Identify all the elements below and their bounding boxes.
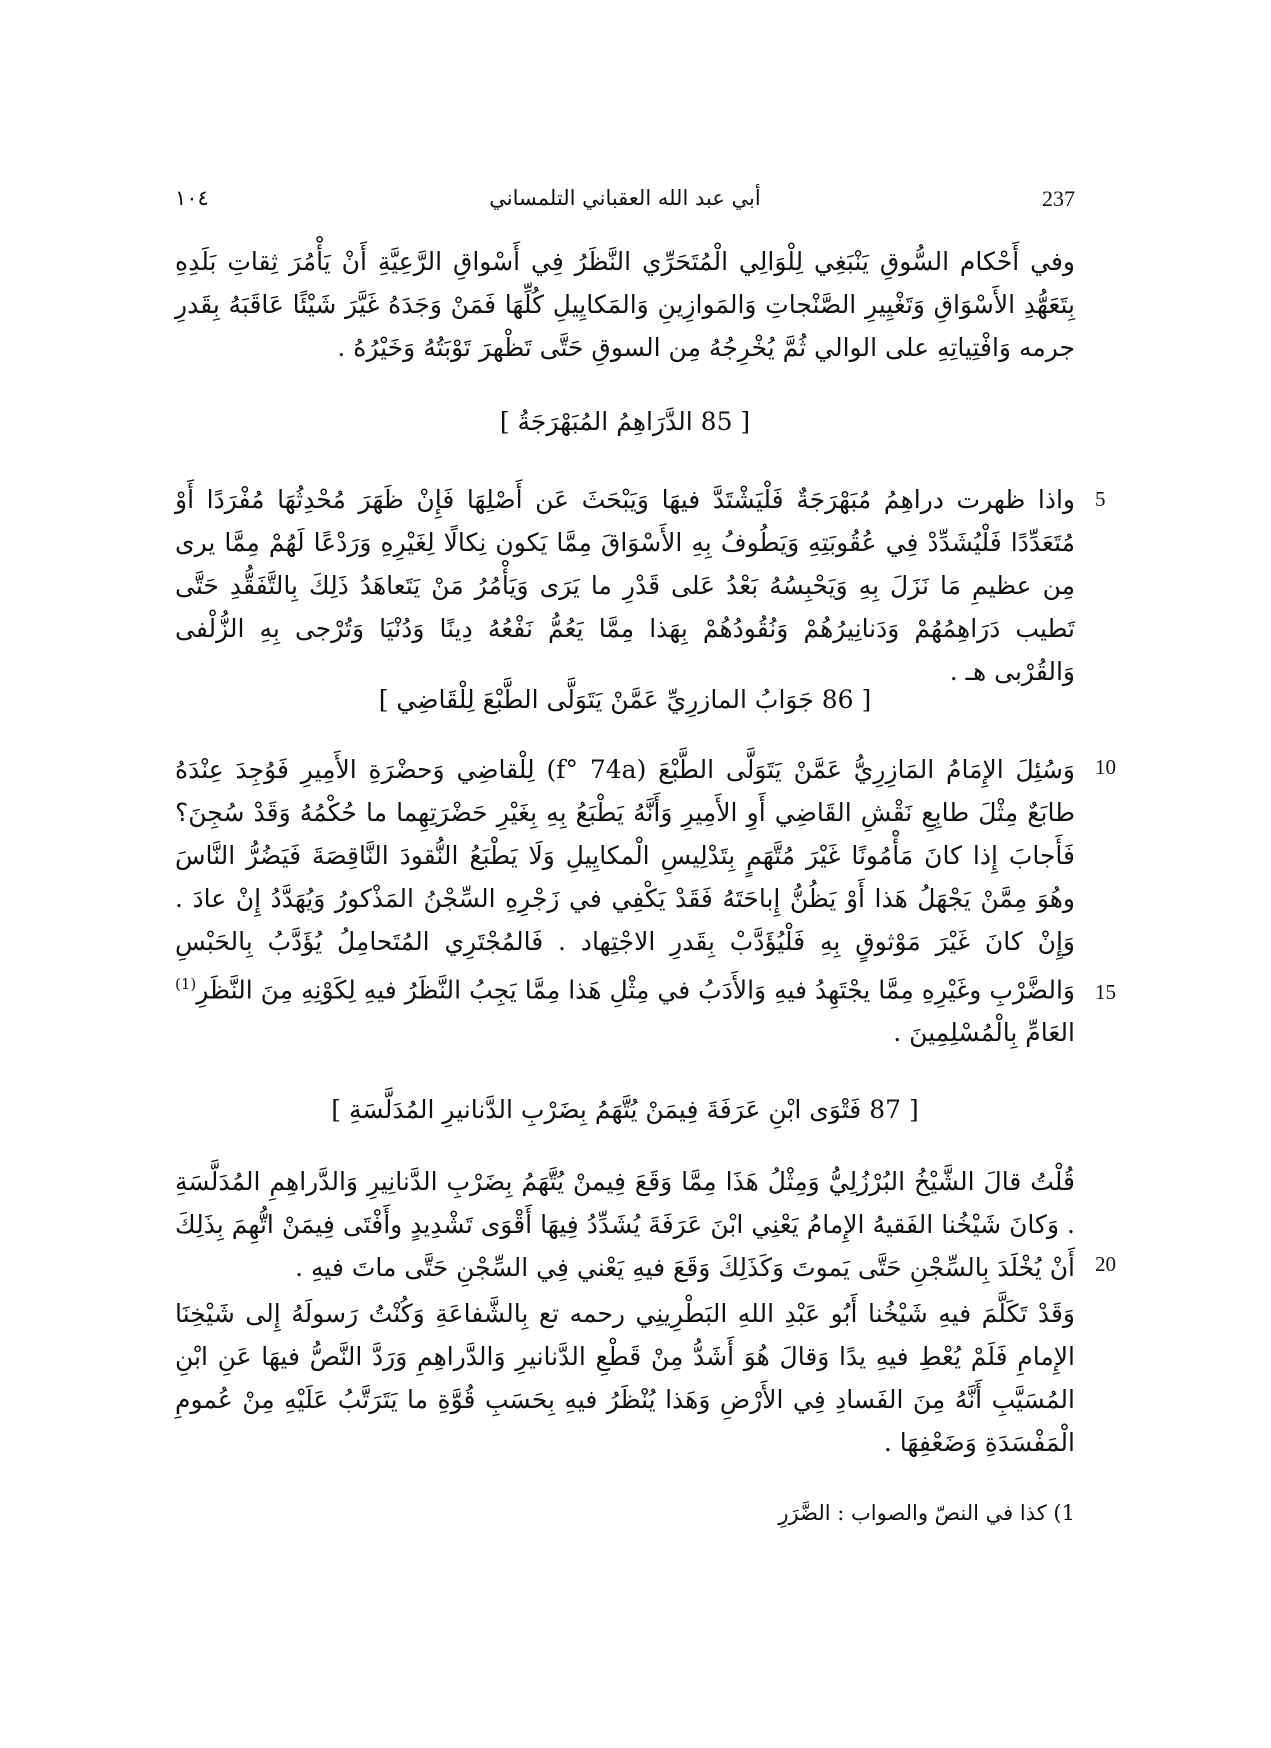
footnote [175, 1498, 1075, 1528]
paragraph-3-text-end: العَامِّ بِالْمُسْلِمِينَ . [893, 1018, 1075, 1048]
paragraph-3-body [175, 748, 1075, 1054]
paragraph-3-text: وَسُئِلَ الإِمَامُ المَازِرِيُّ عَمَّنْ يَتَوَلَّى الطَّبْعَ (f° 74a) لِلْقاضِي وَحضْرَةِ الأَمِيرِ فَوُجِدَ عِنْدَهُ طابَعٌ مِثْلَ طابِعِ نَقْشِ القَاضِي أَوِ الأَمِيرِ وَأَنَّهُ يَطْبَعُ بِهِ بِغَيْرِ حَضْرَتِهِما ما حُكْمُهُ وَقَدْ سُجِنَ؟ فَأَجابَ إِذا كانَ مَأْمُونًا غَيْرَ مُتَّهَمٍ بِتَدْلِيسِ الْمكايِيلِ وَلَا يَطْبَعُ النُّقودَ النَّاقِصَةَ فَيَضُرُّ النَّاسَ وهُوَ مِمَّنْ يَجْهَلُ هَذا أَوْ يَظُنُّ إِباحَتَهُ فَقَدْ يَكْفِي في زَجْرِهِ السِّجْنُ المَذْكورُ وَيُهَدَّدُ إِنْ عادَ . وَإِنْ كانَ غَيْرَ مَوْثوقٍ بِهِ فَلْيُؤَدَّبْ بِقَدرِ الاجْتِهاد . فَالمُجْتَرِي المُتَحامِلُ يُؤَدَّبُ بِالحَبْسِ وَالضَّرْبِ وغَيْرِهِ مِمَّا يجْتَهِدُ فيهِ وَالأَدَبُ في مِثْلِ هَذا مِمَّا يَجِبُ النَّظَرُ فيهِ لِكَوْنِهِ مِنَ النَّظَرِ [175, 755, 1075, 1005]
line-number-10: 10 [1095, 755, 1116, 779]
page-header [175, 186, 1075, 226]
footnote-text: كذا في النصّ والصواب : الضَّرَرِ [778, 1501, 1047, 1525]
footnote-marker: (1) [175, 975, 197, 993]
paragraph-5-text: وَقَدْ تَكَلَّمَ فيهِ شَيْخُنا أَبُو عَبْدِ اللهِ البَطْرِينِي رحمه تع بِالشَّفاعَةِ وَكُنْتُ رَسولَهُ إِلى شَيْخِنَا الإِمامِ فَلَمْ يُعْطِ فيهِ يدًا وَقالَ هُوَ أَشَدُّ مِنْ قَطْعِ الدَّنانيرِ وَالدَّراهِمِ وَرَدَّ النَّصُّ فيهَا عَنِ ابْنِ المُسَيَّبِ أَنَّهُ مِنَ الفَسادِ فِي الأَرْضِ وَهَذا يُنْظَرُ فيهِ بِحَسَبِ قُوَّةِ ما يَتَرَتَّبُ عَلَيْهِ مِنْ عُمومِ الْمَفْسَدَةِ وَضَعْفِهَا . [175, 1299, 1075, 1457]
page-number-latin: 237 [1042, 186, 1075, 211]
line-number-20: 20 [1095, 1252, 1116, 1276]
section-heading-87: [ 87 فَتْوَى ابْنِ عَرَفَةَ فِيمَنْ يُتَّهَمُ بِضَرْبِ الدَّنانيرِ المُدَلَّسَةِ ] [331, 1095, 919, 1124]
running-title: أبي عبد الله العقباني التلمساني [489, 186, 761, 210]
line-number-15: 15 [1095, 980, 1116, 1004]
paragraph-4-text: قُلْتُ قالَ الشَّيْخُ البُرْزُلِيُّ وَمِثْلُ هَذَا مِمَّا وَقَعَ فِيمنْ يُتَّهَمُ بِضَرْبِ الدَّنانِيرِ وَالدَّراهِمِ المُدَلَّسَةِ . وَكانَ شَيْخُنا الفَقيهُ الإِمامُ يَعْنِي ابْنَ عَرَفَةَ يُشَدِّدُ فِيهَا أَقْوَى تَشْدِيدٍ وأَفْتَى فِيمَنْ اتُّهِمَ بِذَلِكَ أَنْ يُخْلَدَ بِالسِّجْنِ حَتَّى يَموتَ وَكَذَلِكَ وَقَعَ فيهِ يَعْني فِي السِّجْنِ حَتَّى ماتَ فيهِ . [175, 1167, 1075, 1282]
paragraph-1-text: وفي أَحْكام السُّوقِ يَنْبَغِي لِلْوَالِي الْمُتَحَرِّي النَّظَرُ فِي أَسْواقِ الرَّعِيَّةِ أَنْ يَأْمُرَ ثِقاتِ بَلَدِهِ بِتَعَهُّدِ الأَسْوَاقِ وَتَغْيِيرِ الصَّنْجاتِ وَالمَوازِينِ وَالمَكايِيلِ كُلِّهَا فَمَنْ وَجَدَهُ غَيَّرَ شَيْئًا عَاقَبَهُ بِقَدرِ جرمه وَافْتِياتِهِ على الوالي ثُمَّ يُخْرِجُهُ مِن السوقِ حَتَّى تَظْهرَ تَوْبَتُهُ وَخَيْرُهُ . [175, 247, 1075, 362]
paragraph-2-text: واذا ظهرت دراهِمُ مُبَهْرَجَةٌ فَلْيَشْتَدَّ فيهَا وَيَبْحَثَ عَن أَصْلِهَا فَإِنْ ظَهَرَ مُحْدِثُهَا مُفْرَدًا أَوْ مُتَعَدِّدًا فَلْيُشَدِّدْ فِي عُقُوبَتِهِ وَيَطُوفُ بِهِ الأَسْوَاقَ مِمَّا يَكون نِكالًا لِغَيْرِهِ وَرَدْعًا لَهُمْ مِمَّا يرى مِن عظيمِ مَا نَزَلَ بِهِ وَيَحْبِسُهُ بَعْدُ عَلى قَدْرِ ما يَرَى وَيَأْمُرُ مَنْ يَتَعاهَدُ ذَلِكَ بِالتَّفَقُّدِ حَتَّى تَطيب دَرَاهِمُهُمْ وَدَنانِيرُهُمْ وَنُقُودُهُمْ بِهَذا مِمَّا يَعُمُّ نَفْعُهُ دِينًا وَدُنْيَا وَتُرْجى بِهِ الزُّلْفى وَالقُرْبى هـ . [175, 485, 1075, 686]
line-number-5: 5 [1095, 487, 1106, 511]
page-number-arabic: ١٠٤ [175, 186, 209, 210]
paragraph-3 [175, 748, 1075, 1068]
paragraph-4 [175, 1160, 1075, 1295]
paragraph-1 [175, 240, 1075, 375]
section-heading-85: [ 85 الدَّرَاهِمُ المُبَهْرَجَةُ ] [499, 407, 751, 436]
paragraph-2 [175, 478, 1075, 686]
paragraph-5 [175, 1292, 1075, 1472]
footnote-number: 1) [1053, 1501, 1075, 1525]
section-heading-86: [ 86 جَوَابُ المازرِيِّ عَمَّنْ يَتَوَلَّى الطَّبْعَ لِلْقَاضِي ] [378, 685, 872, 714]
